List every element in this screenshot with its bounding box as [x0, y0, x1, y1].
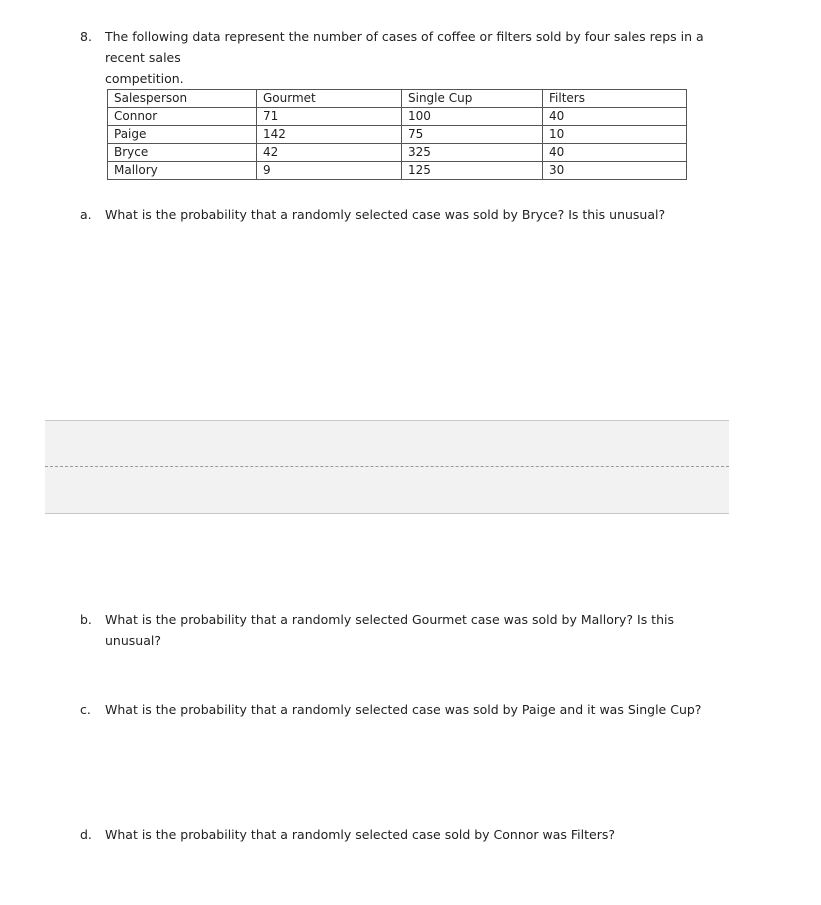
- cell-salesperson: Mallory: [108, 162, 257, 180]
- table-header-row: [108, 90, 687, 108]
- table-row: [108, 126, 687, 144]
- part-d-label: d.: [80, 827, 92, 842]
- cell-filters: 10: [543, 126, 687, 144]
- cell-salesperson: Connor: [108, 108, 257, 126]
- part-d-text: What is the probability that a randomly selected case sold by Connor was Filters?: [105, 827, 615, 842]
- table-row: [108, 108, 687, 126]
- cell-gourmet: 9: [257, 162, 402, 180]
- cell-salesperson: Bryce: [108, 144, 257, 162]
- part-b-text-line2: unusual?: [105, 633, 161, 648]
- cell-filters: 30: [543, 162, 687, 180]
- header-filters: Filters: [543, 90, 687, 108]
- part-c-text: What is the probability that a randomly selected case was sold by Paige and it was Single Cup?: [105, 702, 702, 717]
- question-number: 8.: [80, 29, 92, 44]
- table-row: [108, 144, 687, 162]
- header-salesperson: Salesperson: [108, 90, 257, 108]
- part-b-text-line1: What is the probability that a randomly selected Gourmet case was sold by Mallory? Is this: [105, 612, 674, 627]
- cell-single-cup: 100: [402, 108, 543, 126]
- part-a-label: a.: [80, 207, 92, 222]
- cell-gourmet: 71: [257, 108, 402, 126]
- header-single-cup: Single Cup: [402, 90, 543, 108]
- header-gourmet: Gourmet: [257, 90, 402, 108]
- cell-filters: 40: [543, 144, 687, 162]
- sales-table: [107, 89, 687, 180]
- part-a-text: What is the probability that a randomly selected case was sold by Bryce? Is this unusual?: [105, 207, 666, 222]
- cell-gourmet: 142: [257, 126, 402, 144]
- cell-filters: 40: [543, 108, 687, 126]
- cell-single-cup: 325: [402, 144, 543, 162]
- cell-gourmet: 42: [257, 144, 402, 162]
- page-break-divider: [45, 466, 729, 467]
- cell-single-cup: 75: [402, 126, 543, 144]
- part-b-label: b.: [80, 612, 92, 627]
- question-text-line2: recent sales competition.: [105, 50, 184, 86]
- page-break-band: [45, 420, 729, 514]
- question-text-line1: The following data represent the number of cases of coffee or filters sold by four sales reps in a: [105, 29, 704, 44]
- cell-salesperson: Paige: [108, 126, 257, 144]
- table-row: [108, 162, 687, 180]
- cell-single-cup: 125: [402, 162, 543, 180]
- part-c-label: c.: [80, 702, 91, 717]
